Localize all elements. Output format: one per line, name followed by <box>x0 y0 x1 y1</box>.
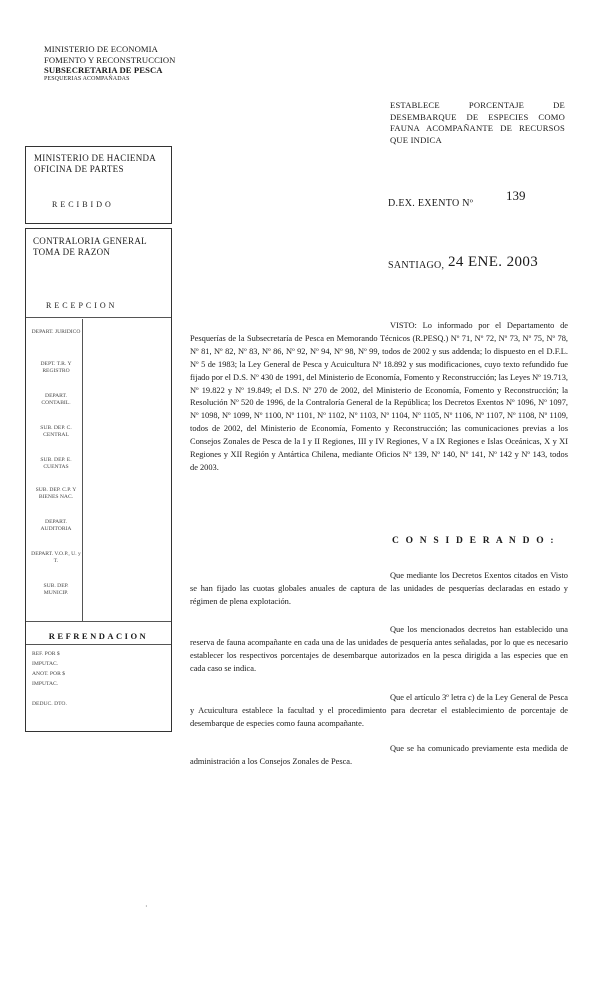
decree-date: 24 ENE. 2003 <box>448 254 539 270</box>
stamp-divider <box>26 621 171 622</box>
stamp-office: OFICINA DE PARTES <box>34 164 124 174</box>
scan-speck: · <box>145 902 148 911</box>
visto-section <box>190 320 568 475</box>
considerando-paragraph <box>190 624 568 676</box>
stamp-column-line <box>82 319 83 621</box>
place-label: SANTIAGO, <box>388 260 445 271</box>
stamp-row: DEPART. V.O.P., U. y T. <box>31 551 81 564</box>
paragraph-lead: Que se ha comunicado previamente <box>390 744 514 753</box>
visto-lead: VISTO: <box>390 321 417 330</box>
ref-row: REF. POR $ <box>32 651 60 657</box>
paragraph-lead: Que mediante los Decretos Exentos <box>390 571 512 580</box>
decree-number: 139 <box>506 188 526 203</box>
ref-row: IMPUTAC. <box>32 661 59 667</box>
considerando-paragraph <box>190 692 568 731</box>
stamp-ministry: MINISTERIO DE HACIENDA <box>34 153 157 163</box>
hacienda-stamp <box>25 146 172 224</box>
stamp-row: DEPART. JURIDICO <box>31 329 81 335</box>
undersecretariat: SUBSECRETARIA DE PESCA <box>44 65 163 75</box>
visto-text: Lo informado por el Departamento de Pesquerías de la Subsecretaría de Pesca en Memorando Técnicos (R.PESQ.) Nº 71, Nº 72, Nº 73, Nº 75, Nº 78, Nº 81, Nº 82, Nº 83, Nº 86, Nº 92, Nº 94, Nº 98, Nº 99, todos de 2002 y sus addenda; lo dispuesto en el D.F.L. Nº 5 de 1983; la Ley General de Pesca y Acuicultura Nº 18.892 y sus modificaciones, cuyo texto refundido fue fijado por el D.S. Nº 430 de 1991, del Ministerio de Economía, Fomento y Reconstrucción; las Leyes Nº 19.713, Nº 19.822 y Nº 19.849; el D.S. Nº 270 de 2002, del Ministerio de Economía, Fomento y Reconstrucción; la Resolución Nº 520 de 1996, de la Contraloría General de la República; los Decretos Exentos Nº 1096, Nº 1097, Nº 1098, Nº 1099, Nº 1100, Nº 1101, Nº 1102, Nº 1103, Nº 1104, Nº 1105, Nº 1106, Nº 1107, Nº 1108, Nº 1109, todos de 2002, del Ministerio de Economía, Fomento y Reconstrucción; las comunicaciones previas a los Consejos Zonales de Pesca de la I y II Regiones, III y IV Regiones, V a IX Regiones e Islas Oceánicas, X y XI Regiones y XII Región y Antártica Chilena, mediante Oficios Nº 139, Nº 140, Nº 141, Nº 142 y Nº 143, todos de 2003. <box>190 321 568 472</box>
stamp-row: SUB. DEP. C. CENTRAL <box>40 425 72 438</box>
stamp-row: DEPART. CONTABIL. <box>41 393 71 406</box>
stamp-row: DEPT. T.R. Y REGISTRO <box>40 361 72 374</box>
paragraph-text: esta medida de administración a los Consejos Zonales de Pesca. <box>190 744 569 766</box>
ref-row: DEDUC. DTO. <box>32 701 67 707</box>
stamp-divider <box>26 644 171 645</box>
paragraph-text: citados en Visto se han fijado las cuotas globales anuales de captura de las unidades de pesquerías declaradas en estado y régimen de plena explotación. <box>190 571 568 606</box>
paragraph-text: General de Pesca y Acuicultura establece la facultad y el procedimiento para decretar el establecimiento de porcentaje de desembarque de especies como fauna acompañante. <box>190 693 569 728</box>
decree-subject: ESTABLECE PORCENTAJE DE DESEMBARQUE DE ESPECIES COMO FAUNA ACOMPAÑANTE DE RECURSOS QUE INDICA <box>390 100 565 145</box>
ref-row: ANOT. POR $ <box>32 671 65 677</box>
stamp-contraloria: CONTRALORIA GENERAL <box>33 236 147 246</box>
ministry-name: MINISTERIO DE ECONOMIA <box>44 44 158 54</box>
stamp-reception: RECEPCION <box>46 301 118 310</box>
ref-row: IMPUTAC. <box>32 681 59 687</box>
stamp-row: DEPART. AUDITORIA <box>40 519 72 532</box>
stamp-divider <box>26 317 171 318</box>
ministry-division: FOMENTO Y RECONSTRUCCION <box>44 54 176 65</box>
stamp-received: RECIBIDO <box>52 200 114 209</box>
paragraph-text: establecido una reserva de fauna acompañante en cada una de las unidades de pesquería antes señaladas, por lo que es necesario establecer los respectivos porcentajes de desembarque autorizados en la pesca dirigida a las especies que en cada caso se indica. <box>190 625 568 673</box>
considerando-paragraph <box>190 570 568 609</box>
decree-label: D.EX. EXENTO Nº <box>388 198 474 209</box>
considerando-paragraph <box>190 743 568 769</box>
department-line: PESQUERIAS ACOMPAÑADAS <box>44 75 130 82</box>
paragraph-lead: Que los mencionados decretos han <box>390 625 512 634</box>
considerando-title: C O N S I D E R A N D O : <box>392 536 556 546</box>
stamp-toma-razon: TOMA DE RAZON <box>33 247 111 257</box>
ministry-header <box>44 44 224 83</box>
paragraph-lead: Que el artículo 3º letra c) de la Ley <box>390 693 509 702</box>
contraloria-stamp <box>25 228 172 732</box>
stamp-row: SUB. DEP. C.P. Y BIENES NAC. <box>35 487 77 500</box>
stamp-refrendacion: REFRENDACION <box>48 631 149 641</box>
stamp-row: SUB. DEP. MUNICIP. <box>43 583 69 596</box>
stamp-row: SUB. DEP. E. CUENTAS <box>40 457 72 470</box>
